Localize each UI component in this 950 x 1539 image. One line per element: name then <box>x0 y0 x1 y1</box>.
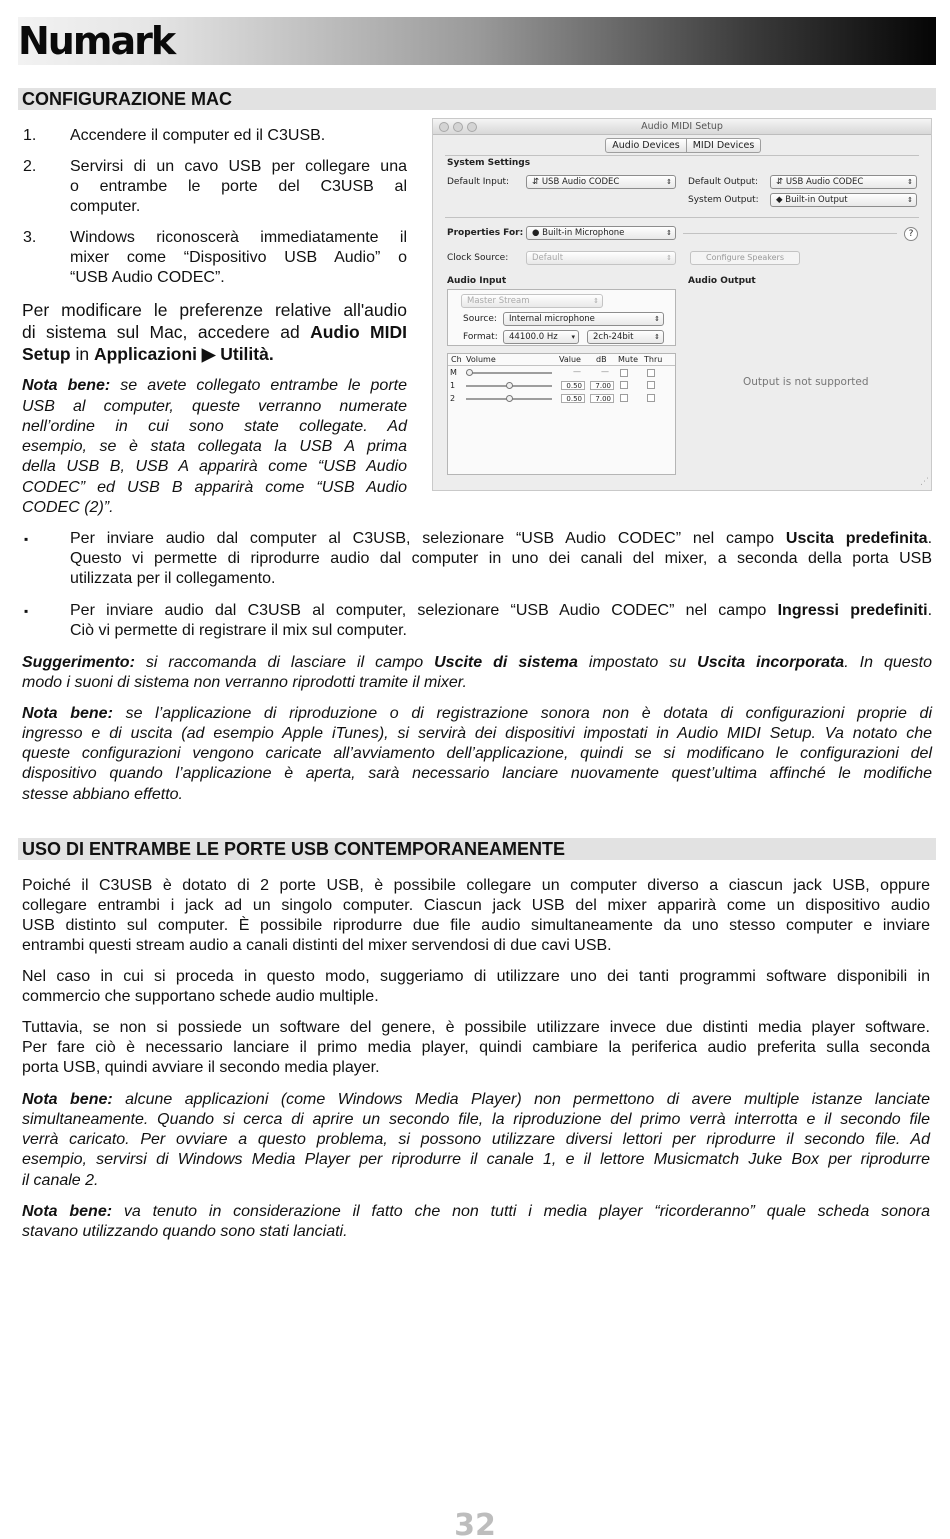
speaker-icon: ◆ <box>776 195 786 205</box>
section-title-usb: USO DI ENTRAMBE LE PORTE USB CONTEMPORANEAMENTE <box>18 838 936 860</box>
step-text: “USB Audio CODEC”. <box>70 269 225 286</box>
note-paragraph: verrà caricato. Per ovviare a questo problema, si possono utilizzare diversi lettori per riprodurre il secondo file. Ad <box>22 1131 930 1148</box>
help-icon[interactable]: ? <box>904 227 918 241</box>
db-field[interactable]: 7.00 <box>590 381 614 390</box>
note-paragraph: dispositivo quando l’applicazione è aperta, sarà necessario lanciare nuovamente quest’ultima affinché le modifiche <box>22 765 932 782</box>
note-paragraph: queste configurazioni vengono caricate all’avviamento dell’applicazione, quindi se si modificano le configurazioni del <box>22 745 932 762</box>
body-paragraph: Per fare ciò è necessario lanciare il primo media player, quindi cambiare la periferica audio preferita sulla seconda <box>22 1039 930 1056</box>
output-not-supported-text: Output is not supported <box>743 376 869 388</box>
master-stream-select[interactable]: Master Stream ⇕ <box>461 294 603 308</box>
chevron-updown-icon: ⇕ <box>654 333 660 341</box>
section-title-mac: CONFIGURAZIONE MAC <box>18 88 936 110</box>
bullet-icon: ▪ <box>24 604 29 618</box>
step-text: o entrambe le porte del C3USB al <box>70 178 407 195</box>
tab-midi-devices[interactable]: MIDI Devices <box>687 138 761 153</box>
configure-speakers-button[interactable]: Configure Speakers <box>690 251 800 265</box>
thru-checkbox[interactable] <box>647 394 655 402</box>
body-paragraph: USB distinto sul computer. È possibile riprodurre due file audio simultaneamente da uno stesso computer e inviare <box>22 917 930 934</box>
step-number: 3. <box>23 229 37 246</box>
step-text: mixer come “Dispositivo USB Audio” o <box>70 249 407 266</box>
default-output-label: Default Output: <box>688 177 759 187</box>
mute-checkbox[interactable] <box>620 381 628 389</box>
col-db: dB <box>596 355 607 364</box>
note-paragraph: Nota bene: va tenuto in considerazione il fatto che non tutti i media player “ricorderanno” quale scheda sonora <box>22 1203 931 1220</box>
slider-knob[interactable] <box>466 369 473 376</box>
source-label: Source: <box>463 314 497 324</box>
clock-source-label: Clock Source: <box>447 253 509 263</box>
chevron-down-icon: ▾ <box>571 333 575 341</box>
value-field[interactable]: 0.50 <box>561 394 585 403</box>
body-paragraph: Poiché il C3USB è dotato di 2 porte USB, è possibile collegare un computer diverso a ciascun jack USB, oppure <box>22 877 930 894</box>
col-thru: Thru <box>644 355 663 364</box>
note-paragraph: stesse abbiano effetto. <box>22 786 183 803</box>
note-paragraph: USB al computer, queste verranno numerate <box>22 398 407 415</box>
table-header-divider <box>448 365 675 366</box>
body-paragraph: Nel caso in cui si proceda in questo modo, suggeriamo di utilizzare uno dei tanti programmi software disponibili in <box>22 968 930 985</box>
note-paragraph: simultaneamente. Quando si cerca di aprire un secondo file, la riproduzione del primo verrà interrotta e il secondo file <box>22 1111 930 1128</box>
apple-icon: ● <box>532 228 543 238</box>
chevron-updown-icon: ⇕ <box>654 315 660 323</box>
row-db-dash: — <box>601 367 609 376</box>
usb-icon: ⇵ <box>532 177 542 187</box>
window-title: Audio MIDI Setup <box>641 121 723 132</box>
note-paragraph: nell’ordine in cui sono state collegate. Ad <box>22 418 407 435</box>
col-mute: Mute <box>618 355 639 364</box>
system-settings-heading: System Settings <box>447 158 531 168</box>
chevron-updown-icon: ⇕ <box>666 178 672 186</box>
chevron-updown-icon: ⇕ <box>666 254 672 262</box>
format-label: Format: <box>463 332 498 342</box>
body-paragraph: Tuttavia, se non si possiede un software del genere, è possibile utilizzare invece due distinti media player software. <box>22 1019 930 1036</box>
chevron-updown-icon: ⇕ <box>907 196 913 204</box>
note-paragraph: Nota bene: se l’applicazione di riproduzione o di registrazione sonora non è dotata di configurazioni proprie di <box>22 705 933 722</box>
note-paragraph: stavano utilizzando quando sono stati lanciati. <box>22 1223 348 1240</box>
header-banner <box>18 17 936 65</box>
note-paragraph: ingresso e di uscita (ad esempio Apple iTunes), si servirà dei dispositivi impostati in Audio MIDI Setup. Va notato che <box>22 725 932 742</box>
bullet-text: Per inviare audio dal computer al C3USB, selezionare “USB Audio CODEC” nel campo Uscita predefinita. <box>70 530 933 547</box>
bullet-icon: ▪ <box>24 532 29 546</box>
divider <box>683 233 897 234</box>
audio-midi-setup-screenshot <box>432 118 932 491</box>
step-text: Windows riconoscerà immediatamente il <box>70 229 407 246</box>
numark-logo: Numark <box>18 19 175 63</box>
col-value: Value <box>559 355 581 364</box>
note-paragraph: CODEC (2)”. <box>22 499 114 516</box>
pref-paragraph: Per modificare le preferenze relative all'audio <box>22 300 407 320</box>
format-bits-select[interactable]: 2ch-24bit ⇕ <box>587 330 664 344</box>
tab-audio-devices[interactable]: Audio Devices <box>605 138 687 153</box>
step-number: 1. <box>23 127 37 144</box>
body-paragraph: porta USB, quindi avviare il secondo media player. <box>22 1059 380 1076</box>
clock-source-select[interactable]: Default ⇕ <box>526 251 676 265</box>
system-output-select[interactable]: ◆ Built-in Output ⇕ <box>770 193 917 207</box>
resize-grip-icon[interactable]: ⋰ <box>920 477 929 487</box>
default-input-select[interactable]: ⇵ USB Audio CODEC ⇕ <box>526 175 676 189</box>
volume-slider[interactable] <box>466 372 552 374</box>
pref-paragraph: di sistema sul Mac, accedere ad Audio MIDI <box>22 322 407 342</box>
chevron-updown-icon: ⇕ <box>907 178 913 186</box>
slider-knob[interactable] <box>506 382 513 389</box>
default-input-label: Default Input: <box>447 177 510 187</box>
body-paragraph: collegare entrambi i jack ad un singolo computer. Ciascun jack USB del mixer apparirà come un dispositivo audio <box>22 897 930 914</box>
col-volume: Volume <box>466 355 496 364</box>
default-output-select[interactable]: ⇵ USB Audio CODEC ⇕ <box>770 175 917 189</box>
row-ch-label: 2 <box>450 394 456 403</box>
window-titlebar <box>433 119 931 135</box>
thru-checkbox[interactable] <box>647 369 655 377</box>
step-number: 2. <box>23 158 37 175</box>
system-output-label: System Output: <box>688 195 759 205</box>
mute-checkbox[interactable] <box>620 369 628 377</box>
format-rate-select[interactable]: 44100.0 Hz ▾ <box>503 330 579 344</box>
usb-icon: ⇵ <box>776 177 786 187</box>
tip-paragraph: Suggerimento: si raccomanda di lasciare il campo Uscite di sistema impostato su Uscita incorporata. In questo <box>22 654 933 671</box>
page-number: 32 <box>454 1508 496 1539</box>
bullet-text: Questo vi permette di riprodurre audio dal computer in uno dei canali del mixer, a seconda della porta USB <box>70 550 932 567</box>
note-paragraph: della USB B, USB A apparirà come “USB Audio <box>22 458 407 475</box>
properties-for-label: Properties For: <box>447 228 524 238</box>
note-paragraph: Nota bene: alcune applicazioni (come Windows Media Player) non permettono di avere multiple istanze lanciate <box>22 1091 930 1108</box>
note-paragraph: CODEC” ed USB B apparirà come “USB Audio <box>22 479 407 496</box>
note-paragraph: esempio, servirsi di Windows Media Player per riprodurre il canale 1, e il lettore Musicmatch Juke Box per riprodurre <box>22 1151 930 1168</box>
bullet-text: utilizzata per il collegamento. <box>70 570 276 587</box>
row-ch-label: 1 <box>450 381 456 390</box>
bullet-text: Per inviare audio dal C3USB al computer, selezionare “USB Audio CODEC” nel campo Ingressi predefiniti. <box>70 602 933 619</box>
chevron-updown-icon: ⇕ <box>666 229 672 237</box>
audio-output-heading: Audio Output <box>688 276 756 286</box>
db-field[interactable]: 7.00 <box>590 394 614 403</box>
chevron-updown-icon: ⇕ <box>593 297 599 305</box>
tip-paragraph: modo i suoni di sistema non verranno riprodotti tramite il mixer. <box>22 674 467 691</box>
step-text: Accendere il computer ed il C3USB. <box>70 127 326 144</box>
audio-input-heading: Audio Input <box>447 276 507 286</box>
note-paragraph: esempio, se è stata collegata la USB A prima <box>22 438 407 455</box>
mute-checkbox[interactable] <box>620 394 628 402</box>
properties-for-select[interactable]: ● Built-in Microphone ⇕ <box>526 226 676 240</box>
step-text: Servirsi di un cavo USB per collegare una <box>70 158 407 175</box>
note-paragraph: il canale 2. <box>22 1172 99 1189</box>
row-ch-label: M <box>450 368 457 377</box>
step-text: computer. <box>70 198 141 215</box>
pref-paragraph: Setup in Applicazioni ▶ Utilità. <box>22 344 274 364</box>
body-paragraph: commercio che supportano schede audio multiple. <box>22 988 379 1005</box>
source-select[interactable]: Internal microphone ⇕ <box>503 312 664 326</box>
divider <box>445 155 919 156</box>
slider-knob[interactable] <box>506 395 513 402</box>
bullet-text: Ciò vi permette di registrare il mix sul computer. <box>70 622 407 639</box>
col-ch: Ch <box>451 355 462 364</box>
note-paragraph: Nota bene: se avete collegato entrambe le porte <box>22 377 407 394</box>
thru-checkbox[interactable] <box>647 381 655 389</box>
body-paragraph: entrambi questi stream audio a canali distinti del mixer servendosi di due cavi USB. <box>22 937 612 954</box>
value-field[interactable]: 0.50 <box>561 381 585 390</box>
row-value-dash: — <box>573 367 581 376</box>
divider <box>445 217 919 218</box>
